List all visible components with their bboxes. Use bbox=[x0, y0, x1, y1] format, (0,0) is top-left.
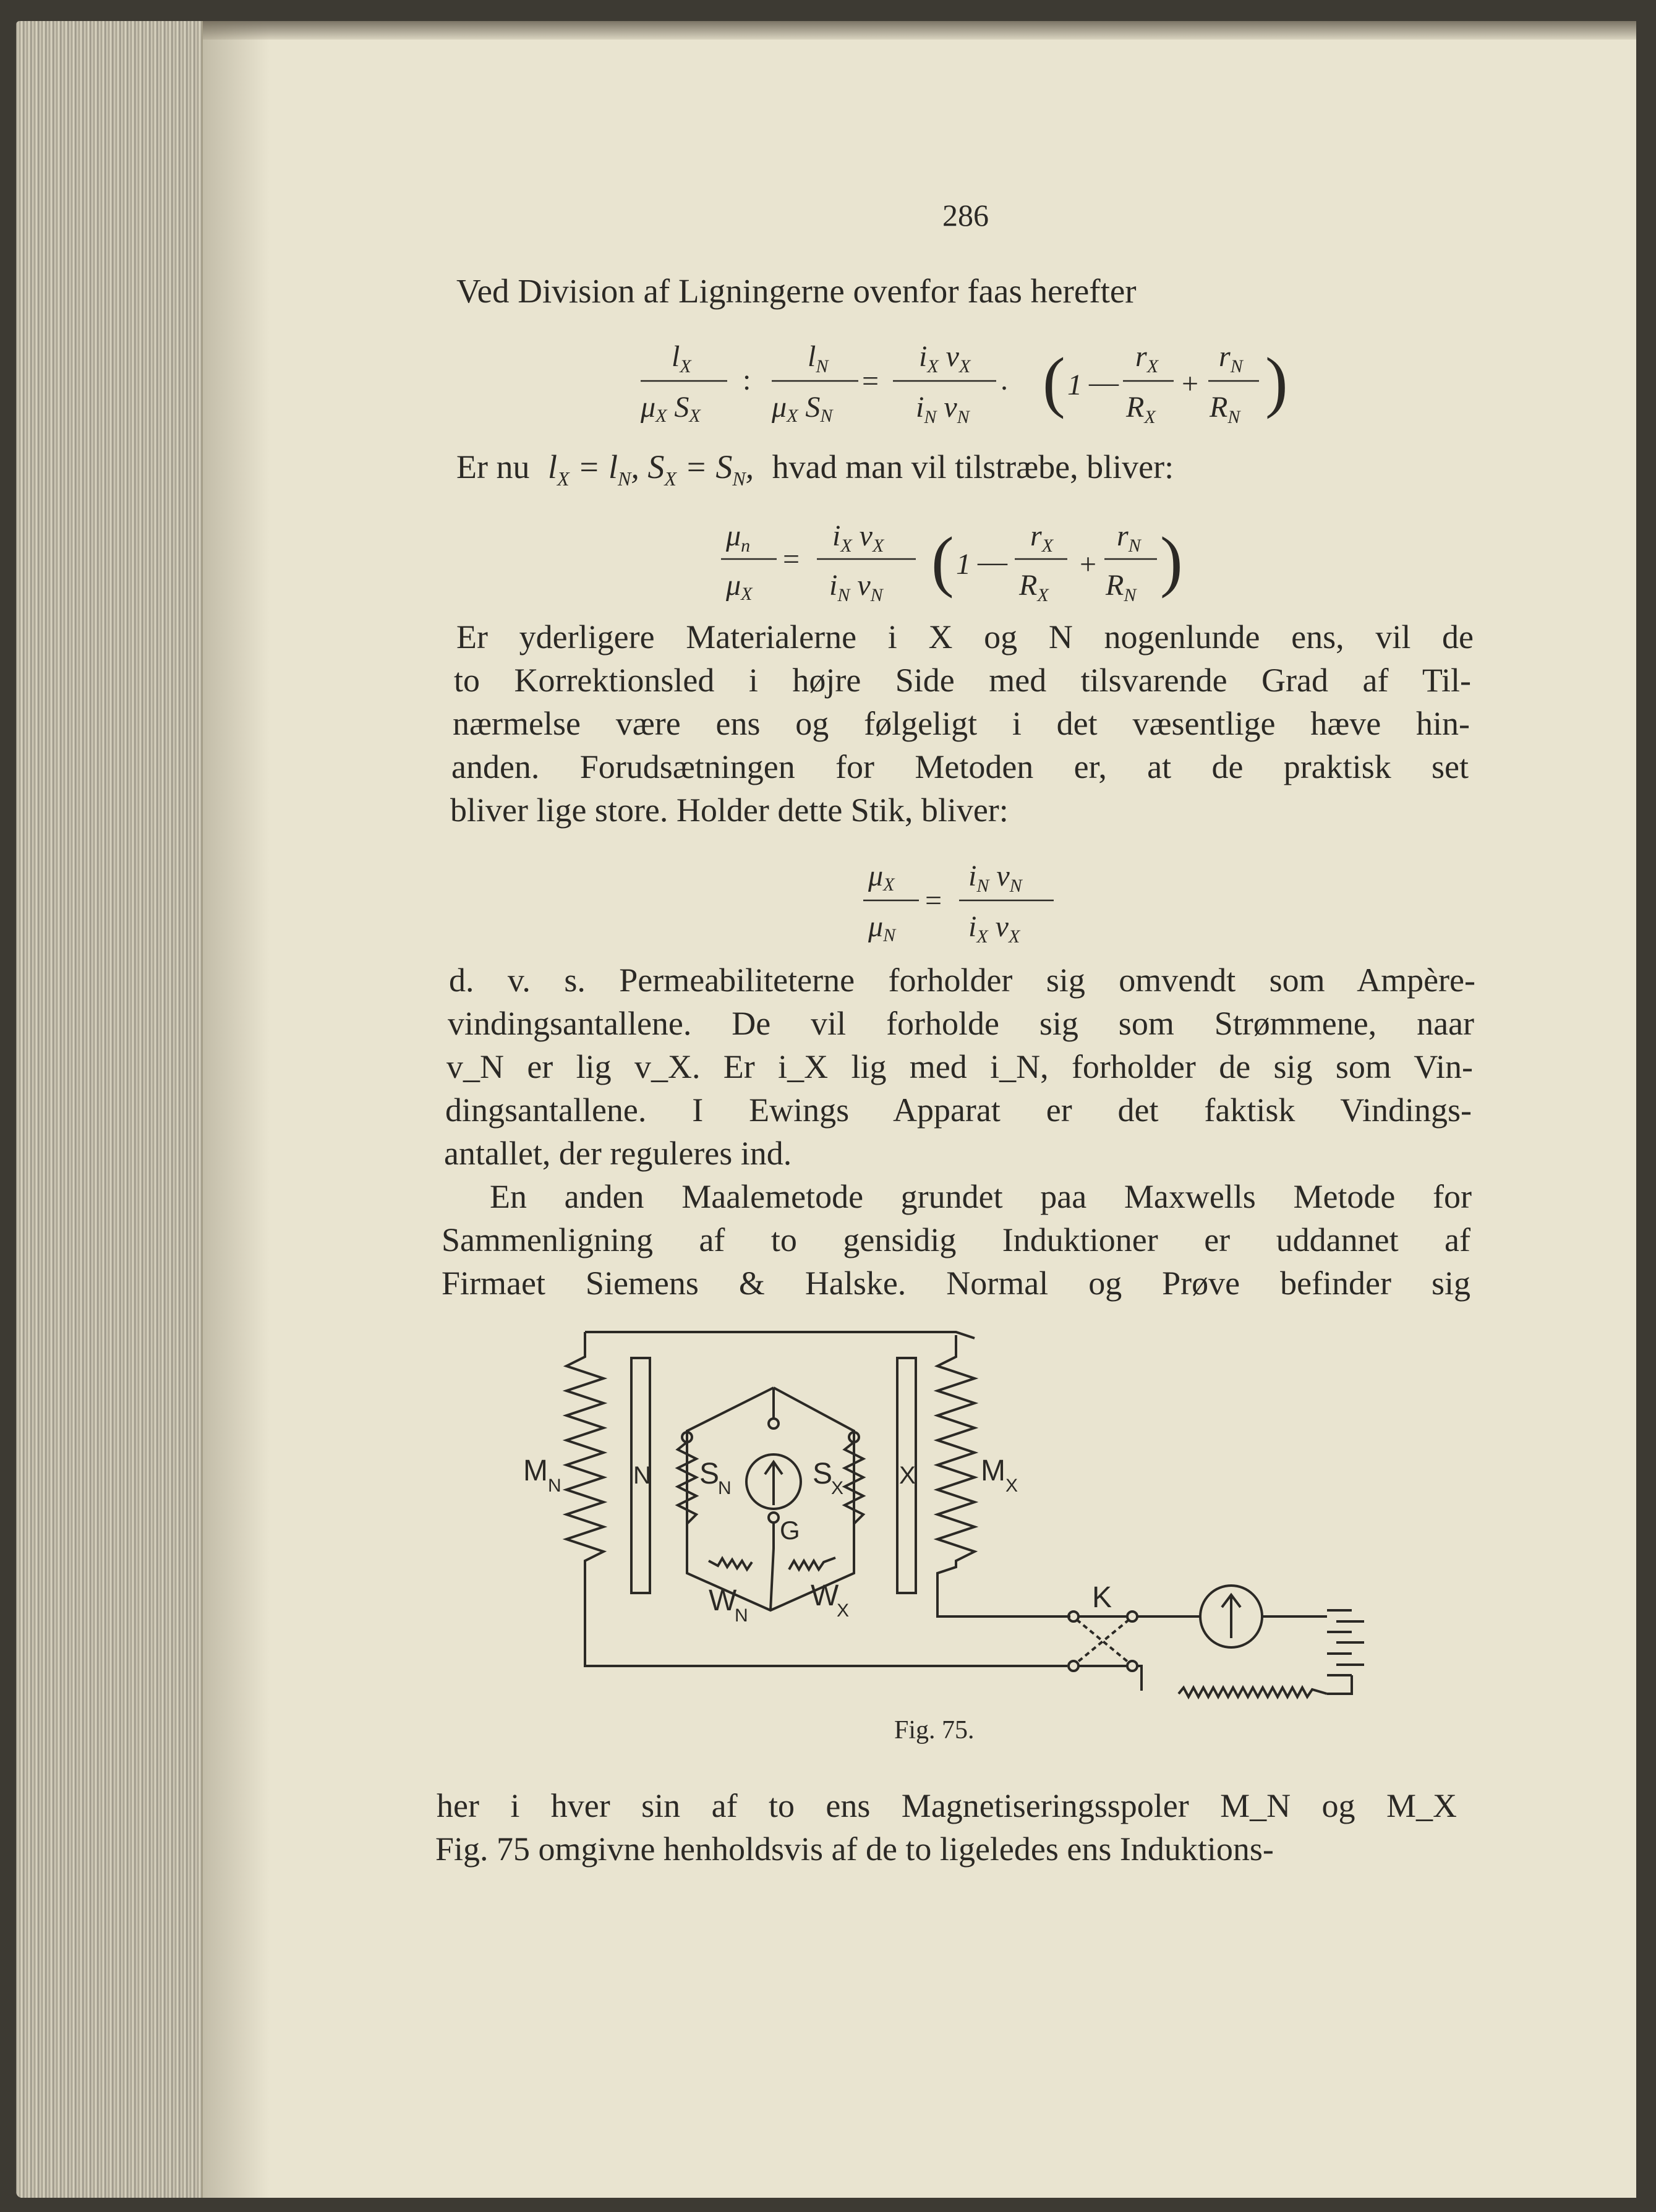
svg-text:iX vX: $i_X$ $v_X$ bbox=[919, 340, 971, 377]
label-X-bar: X bbox=[899, 1462, 916, 1489]
svg-text:.: . bbox=[1001, 364, 1008, 396]
para2-line-1: d. v. s. Permeabiliteterne forholder sig omvendt som Ampère- bbox=[449, 962, 1475, 999]
label-MX: M bbox=[981, 1454, 1005, 1487]
label-MX-sub: X bbox=[1005, 1475, 1018, 1496]
svg-text:rN: $r_N$ bbox=[1117, 519, 1141, 556]
svg-text:μX SN: μX SN bbox=[772, 391, 833, 426]
svg-text:μn: $\mu_n$ bbox=[726, 519, 751, 556]
label-WX: W bbox=[811, 1579, 839, 1612]
svg-text:(: ( bbox=[931, 523, 954, 599]
svg-text:iX vX: $i_X$ $v_X$ bbox=[832, 519, 884, 556]
page-edge-stack bbox=[16, 21, 203, 2198]
label-SX-sub: X bbox=[831, 1478, 844, 1498]
svg-text:RN: $R_N$ bbox=[1210, 391, 1240, 427]
svg-text:iN vN: $i_N$ $v_N$ bbox=[916, 391, 970, 427]
svg-text:μN: μN bbox=[868, 910, 896, 946]
svg-text:iX vX: $i_X$ $v_X$ bbox=[968, 910, 1020, 947]
svg-text:1: 1 bbox=[956, 548, 971, 581]
svg-text:(: ( bbox=[1043, 344, 1065, 419]
equation-3 bbox=[857, 850, 1067, 955]
para1-line-4: anden. Forudsætningen for Metoden er, at de praktisk set bbox=[451, 748, 1469, 785]
para3-line-3: Firmaet Siemens & Halske. Normal og Prøve befinder sig bbox=[442, 1265, 1470, 1302]
svg-text:RX: $R_X$ bbox=[1126, 391, 1156, 427]
svg-text:μX: μX bbox=[868, 860, 895, 895]
svg-text:): ) bbox=[1160, 523, 1183, 599]
para2-line-4: dingsantallene. I Ewings Apparat er det faktisk Vindings- bbox=[445, 1091, 1472, 1129]
intro-line: Ved Division af Ligningerne ovenfor faas herefter bbox=[456, 272, 1137, 310]
svg-text:μX SX: μX SX bbox=[641, 391, 701, 426]
para4-line-2: Fig. 75 omgivne henholdsvis af de to ligeledes ens Induktions- bbox=[435, 1830, 1274, 1868]
para1-line-2: to Korrektionsled i højre Side med tilsvarende Grad af Til- bbox=[454, 662, 1471, 699]
book-page bbox=[16, 21, 1636, 2198]
svg-text:=: = bbox=[925, 884, 942, 917]
svg-text:rX: $r_X$ bbox=[1135, 340, 1159, 377]
para4-line-1: her i hver sin af to ens Magnetiseringsspoler M_N og M_X bbox=[437, 1787, 1457, 1824]
label-MN: M bbox=[523, 1454, 548, 1487]
svg-text:rN: $r_N$ bbox=[1219, 340, 1243, 377]
label-SX: S bbox=[813, 1458, 833, 1490]
gutter-shadow bbox=[202, 21, 270, 2198]
er-nu-condition: $l_X = l_N$, $S_X = S_N$, bbox=[547, 448, 754, 490]
para3-line-2: Sammenligning af to gensidig Induktioner er uddannet af bbox=[442, 1221, 1470, 1258]
svg-text:—: — bbox=[978, 545, 1007, 578]
figure-caption: Fig. 75. bbox=[894, 1716, 975, 1744]
equation-1 bbox=[634, 330, 1315, 442]
svg-text:1: 1 bbox=[1067, 369, 1082, 401]
label-N-bar: N bbox=[633, 1462, 651, 1489]
svg-text:rX: $r_X$ bbox=[1030, 519, 1054, 556]
label-WX-sub: X bbox=[837, 1600, 850, 1621]
para2-line-5: antallet, der reguleres ind. bbox=[444, 1135, 792, 1172]
svg-text:RN: $R_N$ bbox=[1106, 569, 1137, 605]
label-G: G bbox=[780, 1516, 800, 1545]
svg-text:+: + bbox=[1080, 548, 1097, 581]
svg-text:RX: $R_X$ bbox=[1019, 569, 1049, 605]
para1-line-3: nærmelse være ens og følgeligt i det væsentlige hæve hin- bbox=[453, 705, 1470, 742]
svg-text:lX: $l_X$ bbox=[672, 340, 691, 377]
svg-text:+: + bbox=[1182, 367, 1199, 400]
para3-line-1: En anden Maalemetode grundet paa Maxwells Metode for bbox=[490, 1178, 1472, 1215]
page-number: 286 bbox=[942, 198, 989, 233]
label-SN: S bbox=[699, 1458, 720, 1490]
para1-line-1: Er yderligere Materialerne i X og N nogenlunde ens, vil de bbox=[456, 618, 1474, 655]
er-nu-text-1: Er nu bbox=[456, 448, 530, 485]
er-nu-text-2: hvad man vil tilstræbe, bliver: bbox=[772, 448, 1174, 485]
para2-line-2: vindingsantallene. De vil forholde sig som Strømmene, naar bbox=[448, 1005, 1474, 1042]
label-SN-sub: N bbox=[718, 1478, 732, 1498]
svg-text:=: = bbox=[783, 543, 800, 576]
svg-text:=: = bbox=[862, 365, 879, 398]
equation-2 bbox=[715, 510, 1222, 615]
label-WN-sub: N bbox=[735, 1605, 748, 1626]
er-nu-line bbox=[456, 448, 1174, 490]
svg-text:): ) bbox=[1265, 344, 1288, 419]
figure-75-circuit bbox=[498, 1320, 1376, 1715]
svg-text:iN vN: $i_N$ $v_N$ bbox=[968, 860, 1022, 896]
para1-line-5: bliver lige store. Holder dette Stik, bliver: bbox=[450, 792, 1009, 829]
para2-line-3: v_N er lig v_X. Er i_X lig med i_N, forholder de sig som Vin- bbox=[446, 1048, 1473, 1085]
svg-text:μX: μX bbox=[726, 569, 753, 604]
label-MN-sub: N bbox=[548, 1475, 561, 1496]
svg-text::: : bbox=[743, 364, 751, 396]
label-K: K bbox=[1092, 1581, 1112, 1614]
label-WN: W bbox=[709, 1584, 737, 1617]
svg-text:iN vN: $i_N$ $v_N$ bbox=[829, 569, 883, 605]
svg-text:lN: $l_N$ bbox=[808, 340, 829, 377]
svg-text:—: — bbox=[1089, 366, 1119, 399]
